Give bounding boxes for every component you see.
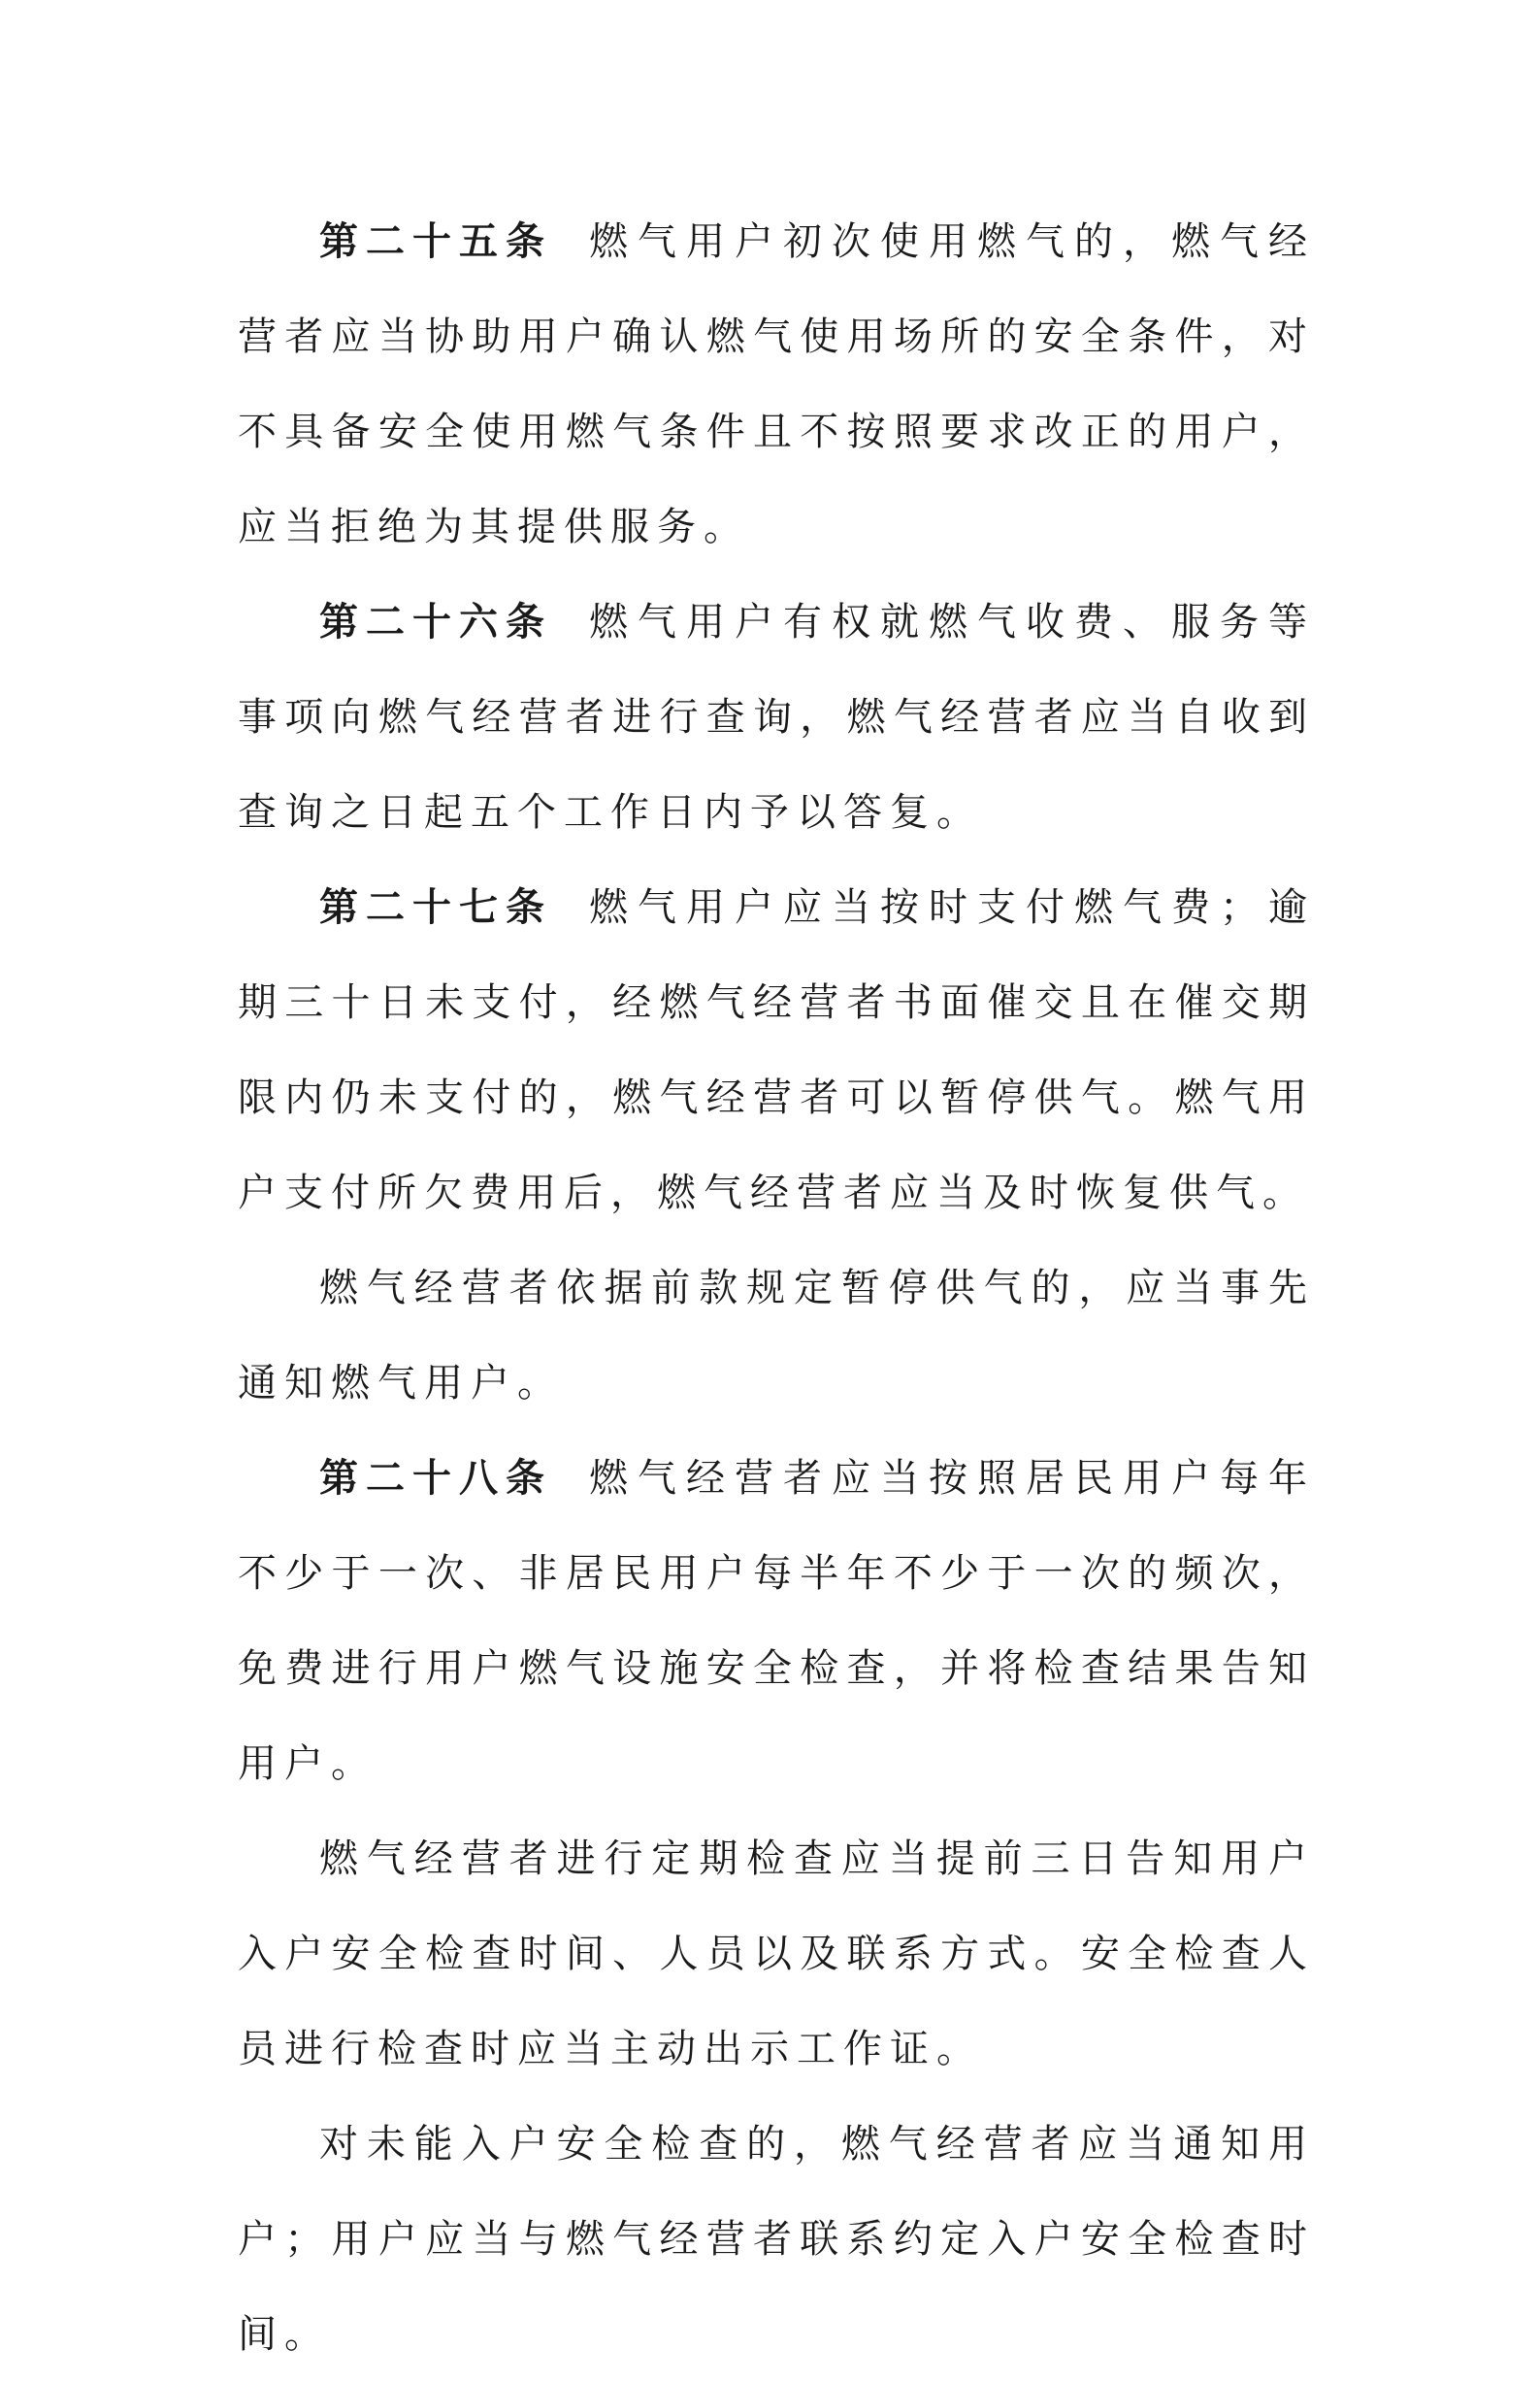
article-28-text: 燃气经营者应当按照居民用户每年不少于一次、非居民用户每半年不少于一次的频次，免费进行用户燃气设施安全检查，并将检查结果告知用户。 bbox=[238, 1456, 1315, 1786]
article-26-heading: 第二十六条 bbox=[319, 600, 552, 645]
article-25-paragraph bbox=[238, 194, 1315, 575]
article-28-paragraph bbox=[238, 1431, 1315, 1811]
article-27-heading: 第二十七条 bbox=[319, 885, 552, 930]
article-28-clause-2-text: 燃气经营者进行定期检查应当提前三日告知用户入户安全检查时间、人员以及联系方式。安全检查人员进行检查时应当主动出示工作证。 bbox=[238, 1836, 1315, 2071]
article-28-clause-2 bbox=[238, 1811, 1315, 2097]
article-26-text: 燃气用户有权就燃气收费、服务等事项向燃气经营者进行查询，燃气经营者应当自收到查询之日起五个工作日内予以答复。 bbox=[238, 600, 1315, 835]
article-26-paragraph bbox=[238, 575, 1315, 860]
article-25-text: 燃气用户初次使用燃气的，燃气经营者应当协助用户确认燃气使用场所的安全条件，对不具备安全使用燃气条件且不按照要求改正的用户，应当拒绝为其提供服务。 bbox=[238, 219, 1315, 549]
article-27-clause-2 bbox=[238, 1241, 1315, 1431]
article-28-clause-3-text: 对未能入户安全检查的，燃气经营者应当通知用户；用户应当与燃气经营者联系约定入户安全检查时间。 bbox=[238, 2122, 1315, 2357]
article-27-clause-2-text: 燃气经营者依据前款规定暂停供气的，应当事先通知燃气用户。 bbox=[238, 1266, 1315, 1406]
article-25-heading: 第二十五条 bbox=[319, 219, 552, 264]
article-27-text: 燃气用户应当按时支付燃气费；逾期三十日未支付，经燃气经营者书面催交且在催交期限内仍未支付的，燃气经营者可以暂停供气。燃气用户支付所欠费用后，燃气经营者应当及时恢复供气。 bbox=[238, 885, 1315, 1215]
article-27-paragraph bbox=[238, 860, 1315, 1241]
article-28-clause-3 bbox=[238, 2097, 1315, 2382]
document-body bbox=[238, 194, 1315, 2382]
article-28-heading: 第二十八条 bbox=[319, 1456, 552, 1501]
